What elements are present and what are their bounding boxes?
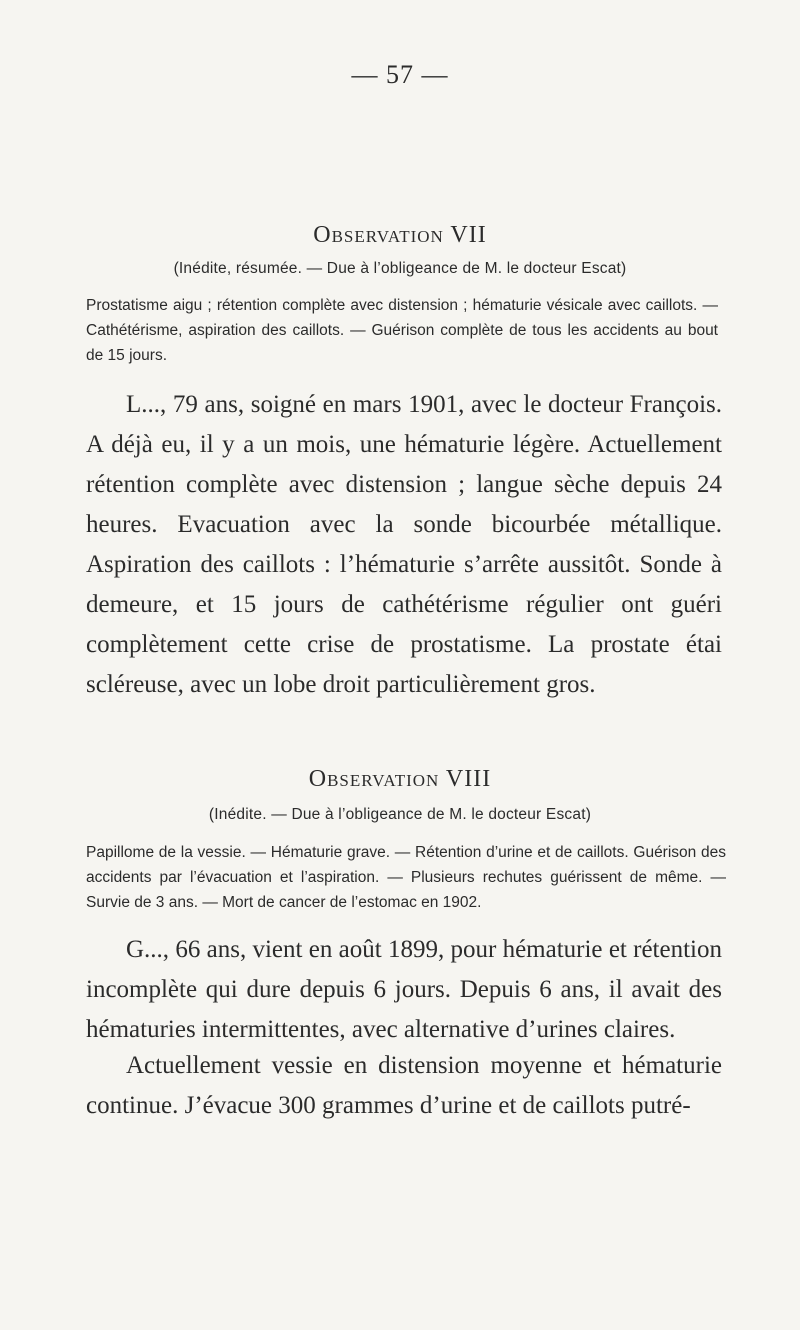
observation-8-body-paragraph-2: Actuellement vessie en distension moyenne et hématurie continue. J’évacue 300 grammes d’urine et de caillots putré- [86,1052,722,1119]
observation-7-body: L..., 79 ans, soigné en mars 1901, avec le docteur François. A déjà eu, il y a un mois, une hématurie légère. Actuellement rétention complète avec distension ; langue sèche depuis 24 heures. Evacuation avec la sonde bicourbée métallique. Aspiration des caillots : l’hématurie s’arrête aussitôt. Sonde à demeure, et 15 jours de cathétérisme régulier ont guéri complètement cette crise de prostatisme. La prostate étai scléreuse, avec un lobe droit particulièrement gros. [86,391,722,698]
observation-7-title: Observation VII [313,222,487,248]
observation-8-body-paragraph-1: G..., 66 ans, vient en août 1899, pour hématurie et rétention incomplète qui dure depuis 6 jours. Depuis 6 ans, il avait des hématuries intermittentes, avec alternative d’urines claires. [86,936,722,1043]
observation-8-summary: Papillome de la vessie. — Hématurie grave. — Rétention d’urine et de caillots. Guérison des accidents par l’évacuation et l’aspiration. — Plusieurs rechutes guérissent de même. — Survie de 3 ans. — Mort de cancer de l’estomac en 1902. [86,844,726,911]
page-number: — 57 — [351,60,449,89]
observation-8-source: (Inédite. — Due à l’obligeance de M. le docteur Escat) [208,806,592,823]
observation-8-title: Observation VIII [308,766,492,792]
observation-7-source: (Inédite, résumée. — Due à l’obligeance de M. le docteur Escat) [173,260,627,277]
observation-7-summary: Prostatisme aigu ; rétention complète avec distension ; hématurie vésicale avec caillots. — Cathétérisme, aspiration des caillots. — Guérison complète de tous les accidents au bout de 15 jours. [86,297,718,364]
